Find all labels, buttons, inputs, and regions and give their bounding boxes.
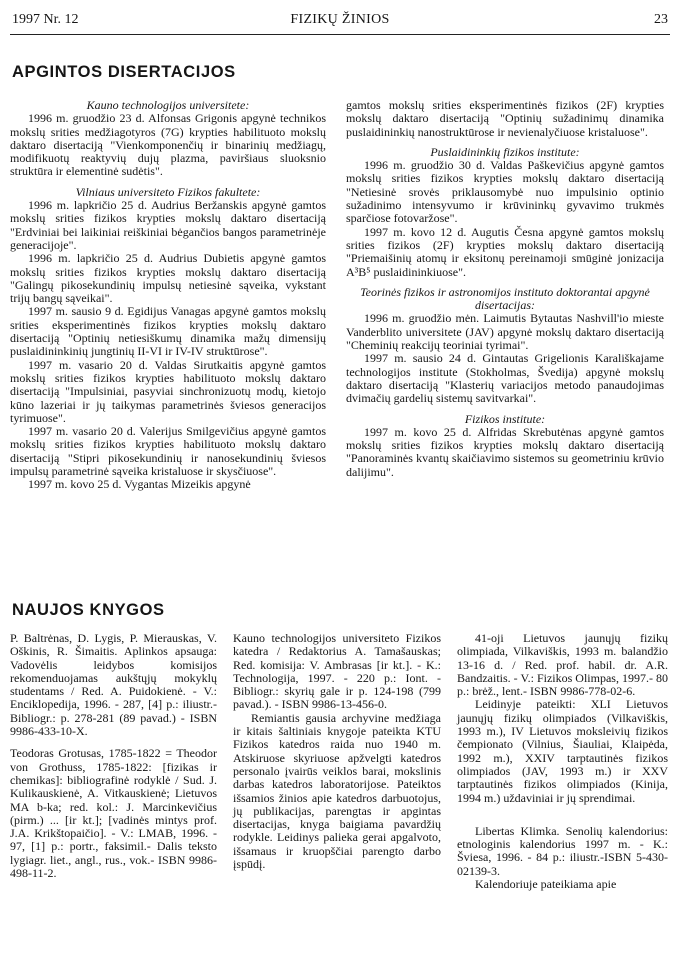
paragraph: 1997 m. kovo 25 d. Vygantas Mizeikis apgynė [28, 477, 251, 492]
paragraph: Leidinyje pateikti: XLI Lietuvos jaunųjų fizikų olimpiados (Vilkaviškis, 1993 m.), IV Lietuvos moksleivių fizikos čempionato (Vilnius, Šiauliai, Klaipėda, 1992 m.), XXIV tarptautinės fizikos olimpiados (JAV, 1993 m.) ir XXV tarptautinės fizikos olimpiados (Kinija, 1994 m.) uždaviniai ir jų sprendimai. [457, 697, 668, 805]
paragraph: Kauno technologijos universiteto Fizikos katedra / Redaktorius A. Tamašauskas; Red. komisija: V. Ambrasas [ir kt.]. - K.: Technologija, 1997. - 220 p.: Iont. - Bibliogr.: skyrių gale ir p. 124-198 (799 pavad.). - ISBN 9986-13-456-0. [233, 631, 441, 712]
issue-number: 1997 Nr. 12 [12, 12, 79, 27]
paragraph: 1996 m. lapkričio 25 d. Audrius Beržanskis apgynė gamtos mokslų srities fizikos krypties mokslų daktaro disertaciją "Erdviniai bei laikiniai reiškiniai bėgančios bangos parametrinėje generacijoje". [10, 198, 326, 252]
paragraph: Remiantis gausia archyvine medžiaga ir kitais šaltiniais knygoje pateikta KTU Fizikos katedros raida nuo 1940 m. Atskiruose skyriuose apžvelgti katedros personalo įvairūs veiklos barai, mokslinis darbas katedros laboratorijose. Pateiktos išsamios žinios apie katedros darbuotojus, jų publikacijas, parengtas ir apgintas disertacijas, knyga baigiama pavardžių rodykle. Leidinys palieka gerai apgalvoto, išsamaus ir kruopščiai parengto darbo įspūdį. [233, 710, 441, 872]
books-column-2 [233, 632, 441, 871]
header-rule [10, 34, 670, 35]
section-subheading: Vilniaus universiteto Fizikos fakultete: [75, 184, 261, 199]
books-column-1 [10, 632, 217, 880]
section-subheading: Puslaidininkių fizikos institute: [430, 144, 580, 159]
dissertations-right-column [346, 99, 664, 479]
dissertations-heading: APGINTOS DISERTACIJOS [12, 63, 236, 81]
paragraph: 1996 m. lapkričio 25 d. Audrius Dubietis apgynė gamtos mokslų srities fizikos krypties mokslų daktaro disertaciją "Galingų pikosekundinių impulsų netiesinė sąveika, vykstant trijų bangų sąveikai". [10, 251, 326, 306]
books-heading: NAUJOS KNYGOS [12, 601, 165, 619]
paragraph: P. Baltrėnas, D. Lygis, P. Mierauskas, V. Oškinis, R. Šimaitis. Aplinkos apsauga: Vadovėlis leidybos komisijos rekomenduojamas aukštųjų mokyklų studentams / Red. A. Puidokienė. - V.: Enciklopedija, 1996. - 287, [4] p.: iliustr.- Bibliogr.: p. 278-281 (89 pavad.) - ISBN 9986-433-10-X. [10, 631, 217, 739]
paragraph: 1996 m. gruodžio 30 d. Valdas Paškevičius apgynė gamtos mokslų srities fizikos krypties mokslų daktaro disertaciją "Netiesinė srovės priklausomybė nuo impulsinio optinio sužadinimo intensyvumo ir krūvininkų gyvavimo trukmės sparčiose fotovaržose". [346, 158, 664, 226]
journal-title: FIZIKŲ ŽINIOS [290, 12, 390, 27]
books-column-3 [457, 632, 668, 891]
book-entry: Teodoras Grotusas, 1785-1822 = Theodor von Grothuss, 1785-1822: [fizikas ir chemikas]: bibliografinė rodyklė / Sud. J. Kulikauskienė, A. Vitkauskienė; Lietuvos MA b-ka; red. kol.: J. Marcinkevičius (pirm.) ... [ir kt.]; [vadinės mintys prof. J.A. Krikštopaičio]. - V.: LMAB, 1996. - 97, [1] p.: portr., faksimil.- Dalis teksto lygiagr. liet., angl., rus., vok.- ISBN 9986-498-11-2. [10, 746, 217, 881]
section-subheading: Kauno technologijos universitete: [86, 98, 250, 112]
paragraph: 1997 m. sausio 24 d. Gintautas Grigelionis Karališkajame technologijos institute (Stokholmas, Švedija) apgynė mokslų daktaro disertaciją "Klasterių variacijos metodo panaudojimas dvimačių gardelių sistemų savitvarkai". [346, 351, 664, 406]
paragraph: 41-oji Lietuvos jaunųjų fizikų olimpiada, Vilkaviškis, 1993 m. balandžio 13-16 d. / Red. prof. habil. dr. A.R. Bandzaitis. - V.: Fizikos Olimpas, 1997.- 80 p.: brėž., lent.- ISBN 9986-778-02-6. [457, 631, 668, 699]
paragraph: 1997 m. kovo 12 d. Augutis Česna apgynė gamtos mokslų srities fizikos (2F) krypties mokslų daktaro disertaciją "Priemaišinių atomų ir eksitonų pereinamoji smūginė jonizacija A³B⁵ puslaidininkiuose". [346, 224, 664, 279]
section-subheading: Fizikos institute: [464, 411, 546, 426]
paragraph: gamtos mokslų srities eksperimentinės fizikos (2F) krypties mokslų daktaro disertaciją "Optinių sužadinimų dinamika puslaidininkių nanostruktūrose ir nevienalyčiuose kristaluose". [346, 98, 664, 139]
book-entry: Libertas Klimka. Senolių kalendorius: etnologinis kalendorius 1997 m. - K.: Šviesa, 1996. - 84 p.: iliustr.-ISBN 5-430-02139-3. [457, 823, 668, 878]
paragraph: Kalendoriuje pateikiama apie [475, 877, 617, 892]
paragraph: 1996 m. gruodžio mėn. Laimutis Bytautas Nashvill'io mieste Vanderblito universitete (JAV) apgynė mokslų daktaro disertaciją "Cheminių reakcijų teoriniai tyrimai". [346, 311, 664, 353]
dissertations-left-column [10, 99, 326, 492]
paragraph: 1996 m. gruodžio 23 d. Alfonsas Grigonis apgynė technikos mokslų srities medžiagotyros (7G) krypties habilituoto mokslų daktaro disertaciją "Vienkomponenčių ir binarinių medžiagų, modifikuotų reaktyvių dujų plazma, paviršiaus sluoksnio struktūra ir elementinė sudėtis". [10, 111, 326, 179]
page-number: 23 [654, 12, 668, 27]
paragraph: 1997 m. vasario 20 d. Valerijus Smilgevičius apgynė gamtos mokslų srities fizikos krypties habilituoto mokslų daktaro disertaciją "Stipri pikosekundinių ir nanosekundinių šviesos impulsų parametrinė sąveika kristaluose ir skysčiuose". [10, 424, 326, 479]
running-header [12, 12, 668, 30]
paragraph: 1997 m. sausio 9 d. Egidijus Vanagas apgynė gamtos mokslų srities eksperimentinės fizikos krypties mokslų daktaro disertaciją "Optinių netiesiškumų dinamika mažų dimensijų puslaidininkinių jungtinių II-VI ir IV-IV struktūrose". [10, 304, 326, 359]
section-subheading: Teorinės fizikos ir astronomijos instituto doktorantai apgynė disertacijas: [360, 284, 650, 313]
paragraph: 1997 m. vasario 20 d. Valdas Sirutkaitis apgynė gamtos mokslų srities fizikos krypties habilituoto mokslų daktaro disertaciją "Impulsiniai, pasyviai sinchronizuotų modų, kietojo kūno lazeriai ir jų taikymas parametrinės šviesos generacijos tyrimuose". [10, 357, 326, 425]
paragraph: 1997 m. kovo 25 d. Alfridas Skrebutėnas apgynė gamtos mokslų srities fizikos krypties mokslų daktaro disertaciją "Panoraminės kvantų skaičiavimo sistemos su geometriniu krūvio dalijimu". [346, 424, 664, 479]
